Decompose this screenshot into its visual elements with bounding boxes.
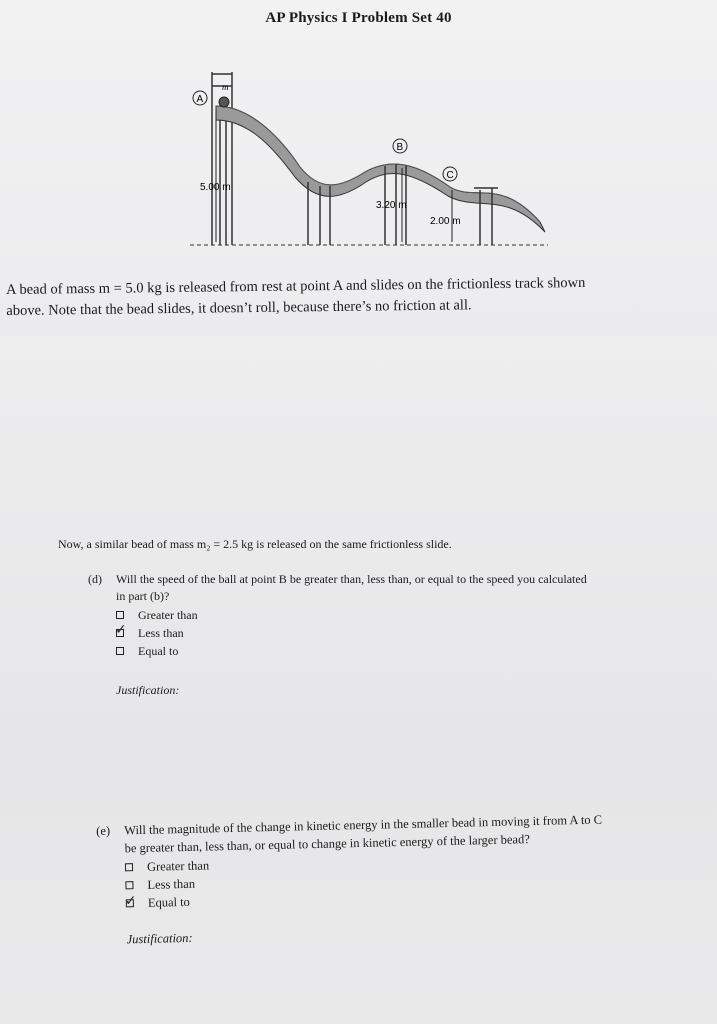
- option-less-than[interactable]: ✓ Less than: [115, 622, 184, 640]
- question-d-options: [116, 606, 710, 660]
- question-e-text-1: Will the magnitude of the change in kinetic energy in the smaller bead in moving it from A to C: [124, 812, 603, 838]
- checkbox[interactable]: [125, 863, 133, 871]
- question-d-text-2: in part (b)?: [116, 589, 170, 603]
- checkbox-checked[interactable]: [115, 622, 127, 638]
- track-surface: [216, 106, 545, 232]
- option-equal-to[interactable]: Equal to: [116, 642, 710, 660]
- checkbox[interactable]: [116, 611, 124, 619]
- svg-text:C: C: [446, 170, 454, 181]
- checkbox-checked[interactable]: [124, 893, 137, 910]
- height-b-label: 3.20 m: [376, 200, 407, 211]
- justification-label: Justification:: [116, 683, 180, 697]
- track-diagram: [180, 62, 560, 252]
- height-a-label: 5.00 m: [200, 182, 231, 193]
- page-title: AP Physics I Problem Set 40: [265, 10, 452, 26]
- height-c-label: 2.00 m: [430, 216, 461, 227]
- question-e-label: (e): [96, 823, 111, 838]
- question-e-text-2: be greater than, less than, or equal to change in kinetic energy of the larger bead?: [124, 832, 530, 856]
- intro-line-1: A bead of mass m = 5.0 kg is released from rest at point A and slides on the frictionless track shown: [6, 274, 586, 298]
- option-greater-than[interactable]: Greater than: [125, 845, 707, 876]
- point-b-marker: [393, 139, 407, 153]
- problem-intro: [6, 271, 714, 322]
- question-e: [96, 808, 709, 949]
- part2-intro: Now, a similar bead of mass m₂ = 2.5 kg is released on the same frictionless slide.: [58, 537, 452, 551]
- justification-label: Justification:: [126, 930, 193, 947]
- point-a-marker: [193, 91, 207, 105]
- question-d-text-1: Will the speed of the ball at point B be greater than, less than, or equal to the speed you calculated: [116, 572, 587, 586]
- checkbox[interactable]: [125, 881, 133, 889]
- bead-icon: [219, 97, 229, 107]
- question-d-label: (d): [88, 572, 102, 586]
- mass-label: m: [222, 82, 229, 92]
- option-less-than[interactable]: Less than: [125, 863, 707, 894]
- option-greater-than[interactable]: Greater than: [116, 606, 710, 624]
- checkmark-icon: ✓: [124, 893, 137, 910]
- question-d: [88, 571, 710, 699]
- svg-text:A: A: [196, 94, 204, 105]
- checkbox[interactable]: [116, 647, 124, 655]
- intro-line-2: above. Note that the bead slides, it doesn’t roll, because there’s no friction at all.: [6, 297, 472, 319]
- point-c-marker: [443, 167, 457, 181]
- checkmark-icon: ✓: [115, 622, 127, 638]
- svg-text:B: B: [396, 142, 404, 153]
- option-equal-to[interactable]: ✓ Equal to: [124, 893, 191, 910]
